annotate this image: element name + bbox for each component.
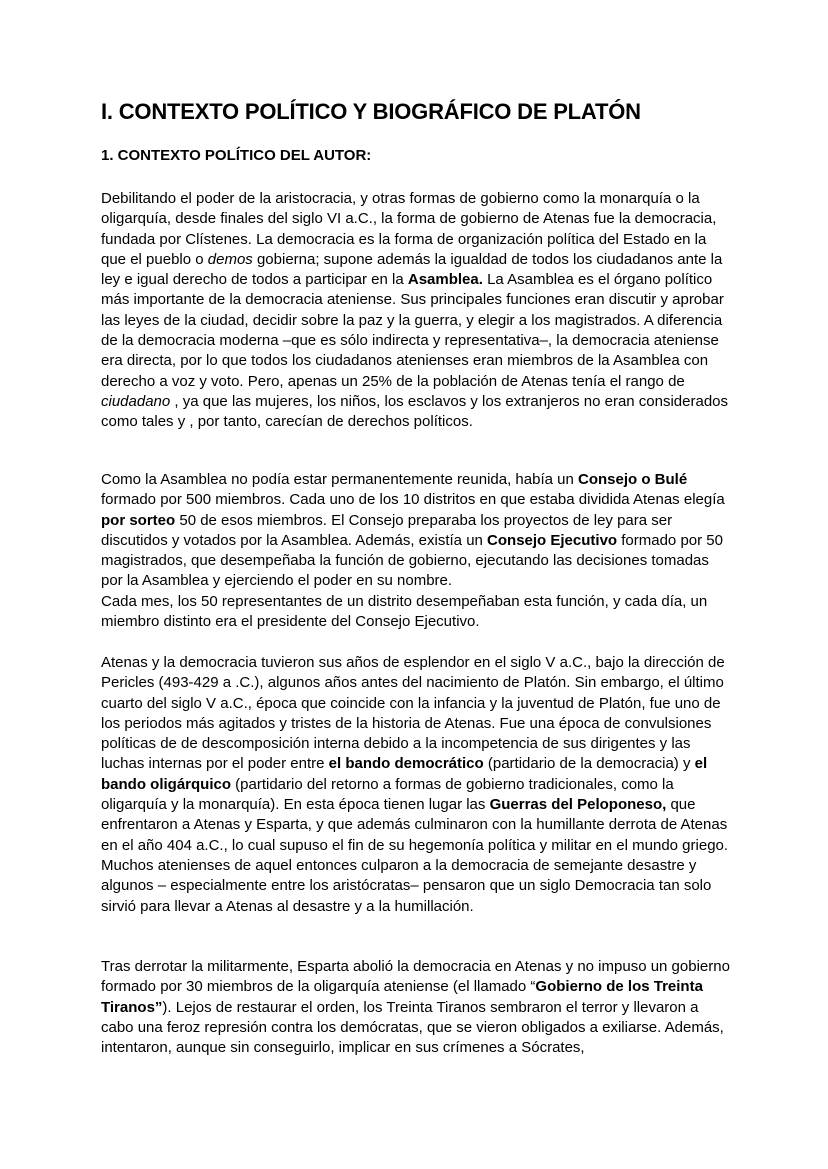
bold-term: Gobierno de los Treinta Tiranos” <box>101 978 703 1016</box>
text-run: , ya que las mujeres, los niños, los esclavos y los extranjeros no eran considerados como tales y , por tanto, carecían de derechos políticos. <box>101 392 729 431</box>
text-run: formado por 50 magistrados, que desempeñaba la función de gobierno, ejecutando las decisiones tomadas por la Asamblea y ejerciendo el poder en su nombre. <box>101 531 723 590</box>
text-run: 50 de esos miembros. El Consejo preparaba los proyectos de ley para ser discutidos y votados por la Asamblea. Además, existía un <box>101 511 673 549</box>
text-run: Debilitando el poder de la aristocracia, y otras formas de gobierno como la monarquía o la oligarquía, desde finales del siglo VI a.C., la forma de gobierno de Atenas fue la democracia, fundada por Clístenes. La democracia es la forma de organización política del Estado en la que el pueblo o <box>101 190 717 268</box>
page-title: I. CONTEXTO POLÍTICO Y BIOGRÁFICO DE PLATÓN <box>101 99 641 124</box>
text-run: La Asamblea es el órgano político más importante de la democracia ateniense. Sus principales funciones eran discutir y aprobar las leyes de la ciudad, decidir sobre la paz y la guerra, y elegir a los magistrados. A diferencia de la democracia moderna –que es sólo indirecta y representativa–, la democracia ateniense era directa, por lo que todos los ciudadanos atenienses eran miembros de la Asamblea con derecho a voz y voto. Pero, apenas un 25% de la población de Atenas tenía el rango de <box>101 271 724 390</box>
bold-term: Asamblea. <box>407 271 483 289</box>
section-heading: 1. CONTEXTO POLÍTICO DEL AUTOR: <box>101 147 372 164</box>
text-run: que enfrentaron a Atenas y Esparta, y que además culminaron con la humillante derrota de Atenas en el año 404 a.C., lo cual supuso el fin de su hegemonía política y militar en el mundo griego. Muchos atenienses de aquel entonces culparon a la democracia de semejante desastre y algunos – especialmente entre los aristócratas– pensaron que un siglo Democracia tan solo sirvió para llevar a Atenas al desastre y a la humillación. <box>101 796 729 915</box>
text-run: Tras derrotar la militarmente, Esparta abolió la democracia en Atenas y no impuso un gobierno formado por 30 miembros de la oligarquía ateniense (el llamado “ <box>101 958 730 996</box>
bold-term: por sorteo <box>101 511 176 529</box>
italic-term: demos <box>207 250 253 268</box>
bold-term: Consejo o Bulé <box>577 471 688 488</box>
bold-term: el bando democrático <box>328 755 484 773</box>
text-run: (partidario del retorno a formas de gobierno tradicionales, como la oligarquía y la monarquía). En esta época tienen lugar las <box>101 775 674 814</box>
document-page <box>101 96 731 1057</box>
paragraph-pericles <box>101 653 731 917</box>
bold-term: Consejo Ejecutivo <box>487 531 618 549</box>
text-run: (partidario de la democracia) y <box>483 755 695 773</box>
paragraph-consejo <box>101 470 731 632</box>
paragraph-treinta-tiranos <box>101 957 731 1058</box>
text-run: Como la Asamblea no podía estar permanentemente reunida, había un <box>101 471 578 488</box>
text-run: ). Lejos de restaurar el orden, los Treinta Tiranos sembraron el terror y llevaron a cabo una feroz represión contra los demócratas, que se vieron obligados a exiliarse. Además, intentaron, aunque sin conseguirlo, implicar en sus crímenes a Sócrates, <box>101 998 724 1057</box>
bold-term: el bando oligárquico <box>101 755 708 793</box>
italic-term: ciudadano <box>101 392 171 410</box>
text-run: gobierna; supone además la igualdad de todos los ciudadanos ante la ley e igual derecho de todos a participar en la <box>101 250 723 289</box>
text-run: formado por 500 miembros. Cada uno de los 10 distritos en que estaba dividida Atenas elegía <box>101 491 725 509</box>
bold-term: Guerras del Peloponeso, <box>489 796 667 814</box>
paragraph-democracia <box>101 189 731 433</box>
text-run: Cada mes, los 50 representantes de un distrito desempeñaban esta función, y cada día, un miembro distinto era el presidente del Consejo Ejecutivo. <box>101 592 708 631</box>
text-run: Atenas y la democracia tuvieron sus años de esplendor en el siglo V a.C., bajo la dirección de Pericles (493-429 a .C.), algunos años antes del nacimiento de Platón. Sin embargo, el último cuarto del siglo V a.C., época que coincide con la infancia y la juventud de Platón, fue uno de los periodos más agitados y tristes de la historia de Atenas. Fue una época de convulsiones políticas de de descomposición interna debido a la incompetencia de sus dirigentes y las luchas internas por el poder entre <box>101 654 725 773</box>
